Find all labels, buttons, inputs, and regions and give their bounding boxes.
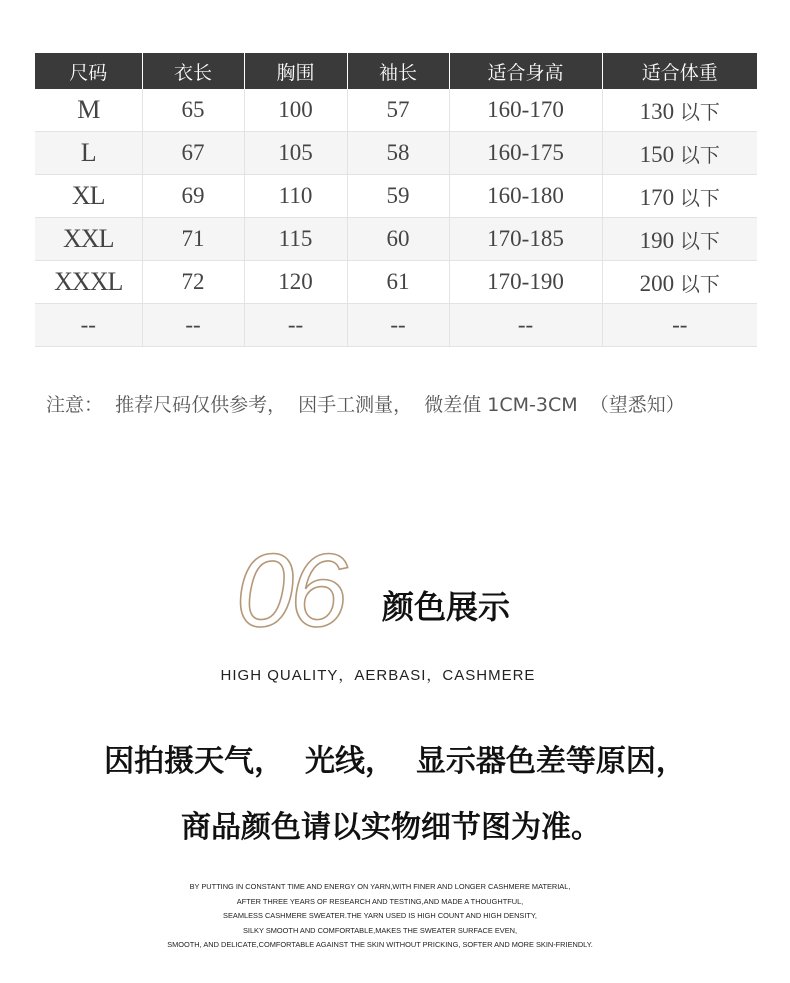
chest-cell: 105: [244, 132, 347, 175]
weight-cell: [602, 89, 757, 132]
length-cell: 65: [142, 89, 244, 132]
weight-value: 190: [639, 227, 675, 253]
chest-cell: 100: [244, 89, 347, 132]
length-cell: --: [142, 304, 244, 347]
table-row: [35, 175, 757, 218]
table-row: [35, 218, 757, 261]
color-disclaimer-line-1: 因拍摄天气， 光线， 显示器色差等原因，: [104, 744, 686, 779]
header-chest: 胸围: [244, 53, 347, 89]
table-row: [35, 261, 757, 304]
table-row: [35, 304, 757, 347]
header-sleeve: 袖长: [347, 53, 449, 89]
fine-print-line: SEAMLESS CASHMERE SWEATER.THE YARN USED IS HIGH COUNT AND HIGH DENSITY,: [223, 911, 537, 921]
size-cell: XXXL: [35, 261, 142, 304]
size-cell: XXL: [35, 218, 142, 261]
weight-value: 200: [639, 270, 675, 296]
section-title: 颜色展示: [382, 588, 511, 626]
size-cell: XL: [35, 175, 142, 218]
chest-cell: --: [244, 304, 347, 347]
weight-cell: [602, 175, 757, 218]
height-cell: 170-190: [449, 261, 602, 304]
measurement-note: 注意： 推荐尺码仅供参考， 因手工测量， 微差值 1CM-3CM （望悉知）: [46, 394, 685, 416]
length-cell: 71: [142, 218, 244, 261]
header-height: 适合身高: [449, 53, 602, 89]
sleeve-cell: 57: [347, 89, 449, 132]
sleeve-cell: --: [347, 304, 449, 347]
sleeve-cell: 59: [347, 175, 449, 218]
weight-cell: [602, 218, 757, 261]
section-subtitle: HIGH QUALITY，AERBASI，CASHMERE: [220, 667, 536, 684]
length-cell: 72: [142, 261, 244, 304]
length-cell: 69: [142, 175, 244, 218]
color-disclaimer-line-2: 商品颜色请以实物细节图为准。: [181, 810, 601, 845]
height-cell: 160-170: [449, 89, 602, 132]
chest-cell: 110: [244, 175, 347, 218]
height-cell: 160-180: [449, 175, 602, 218]
weight-cell: [602, 304, 757, 347]
sleeve-cell: 58: [347, 132, 449, 175]
fine-print-line: SILKY SMOOTH AND COMFORTABLE,MAKES THE SWEATER SURFACE EVEN,: [242, 925, 518, 935]
fine-print-block: [0, 880, 760, 953]
weight-value: 170: [639, 184, 675, 210]
weight-value: 130: [639, 98, 675, 124]
height-cell: 170-185: [449, 218, 602, 261]
weight-cell: [602, 261, 757, 304]
size-chart-table: [35, 53, 757, 347]
header-length: 衣长: [142, 53, 244, 89]
weight-cell: [602, 132, 757, 175]
table-header-row: [35, 53, 757, 89]
height-cell: --: [449, 304, 602, 347]
weight-unit: 以下: [679, 185, 720, 210]
sleeve-cell: 60: [347, 218, 449, 261]
size-cell: --: [35, 304, 142, 347]
table-row: [35, 132, 757, 175]
fine-print-line: SMOOTH, AND DELICATE,COMFORTABLE AGAINST THE SKIN WITHOUT PRICKING, SOFTER AND MORE SKIN-FRIENDLY.: [167, 940, 593, 950]
chest-cell: 120: [244, 261, 347, 304]
header-size: 尺码: [35, 53, 142, 89]
section-number: [232, 534, 392, 634]
fine-print-line: BY PUTTING IN CONSTANT TIME AND ENERGY ON YARN,WITH FINER AND LONGER CASHMERE MATERIAL,: [189, 882, 571, 891]
weight-unit: 以下: [679, 228, 720, 253]
size-cell: M: [35, 89, 142, 132]
weight-unit: 以下: [679, 142, 720, 167]
sleeve-cell: 61: [347, 261, 449, 304]
size-cell: L: [35, 132, 142, 175]
chest-cell: 115: [244, 218, 347, 261]
table-row: [35, 89, 757, 132]
height-cell: 160-175: [449, 132, 602, 175]
weight-value: --: [672, 312, 688, 337]
weight-unit: 以下: [679, 99, 720, 124]
section-number-text: 06: [236, 534, 344, 634]
weight-unit: 以下: [679, 271, 720, 296]
weight-value: 150: [639, 141, 675, 167]
fine-print-line: AFTER THREE YEARS OF RESEARCH AND TESTING,AND MADE A THOUGHTFUL,: [236, 896, 524, 906]
length-cell: 67: [142, 132, 244, 175]
header-weight: 适合体重: [602, 53, 757, 89]
